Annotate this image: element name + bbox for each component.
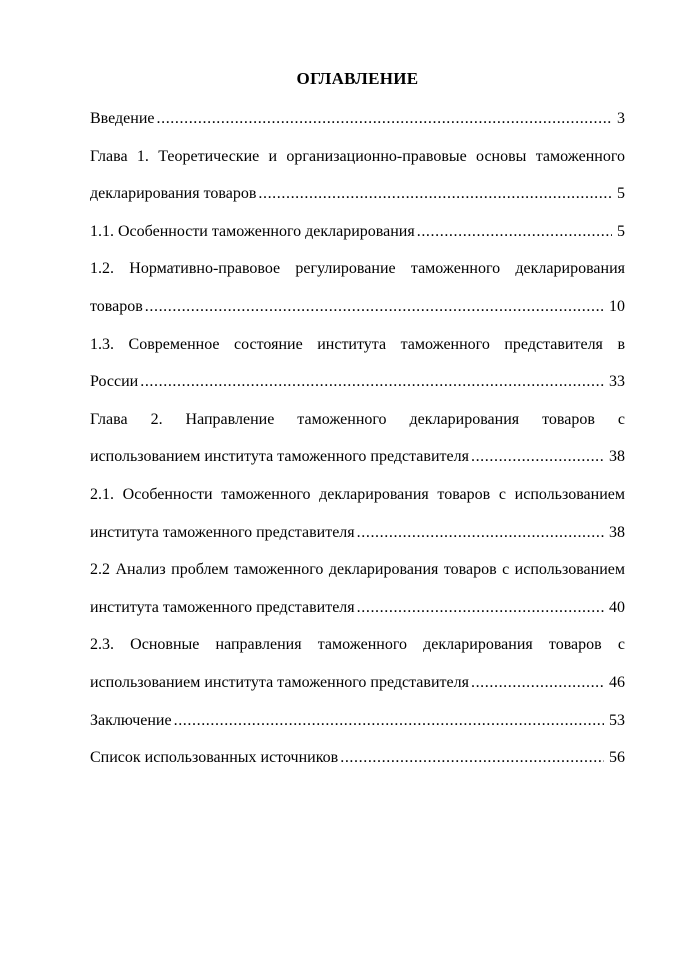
dot-leader [355, 589, 604, 627]
toc-page-number: 3 [617, 110, 625, 127]
toc-entry[interactable] [90, 326, 625, 401]
dot-leader [355, 514, 604, 552]
toc-entry-text: использованием института таможенного представителя [90, 448, 469, 466]
toc-entry-text: Глава 1. Теоретические и организационно-правовые основы таможенного [90, 147, 625, 165]
dot-leader [138, 363, 604, 401]
toc-entry-text: института таможенного представителя [90, 523, 355, 541]
toc-line [90, 702, 625, 740]
toc-entry[interactable] [90, 476, 625, 551]
toc-page-number: 56 [609, 749, 625, 767]
toc-line [90, 363, 625, 401]
dot-leader [338, 739, 604, 777]
toc-entry-text: 2.1. Особенности таможенного декларирования товаров с использованием [90, 485, 625, 503]
toc-entry-text: России [90, 373, 139, 391]
toc-line [90, 438, 625, 476]
toc-line [90, 664, 625, 702]
toc-entry[interactable] [90, 702, 625, 740]
toc-entry[interactable] [90, 739, 625, 777]
toc-entry-text: 1.2. Нормативно-правовое регулирование таможенного декларирования [90, 260, 625, 278]
toc-line [90, 514, 625, 552]
toc-page-number: 10 [609, 297, 625, 315]
dot-leader [415, 213, 612, 251]
toc-entry-text: товаров [90, 297, 143, 315]
toc-page-number: 38 [609, 523, 625, 541]
dot-leader [469, 664, 604, 702]
toc-page-number: 5 [617, 222, 625, 240]
toc-page-number: 53 [609, 711, 625, 729]
toc-title: ОГЛАВЛЕНИЕ [296, 69, 419, 88]
dot-leader [155, 100, 613, 138]
table-of-contents [90, 100, 625, 777]
toc-entry[interactable] [90, 626, 625, 701]
toc-entry[interactable] [90, 250, 625, 325]
toc-entry-text: декларирования товаров [90, 185, 257, 203]
toc-entry-text: 2.2 Анализ проблем таможенного декларирования товаров с использованием [90, 561, 625, 579]
toc-page-number: 38 [609, 448, 625, 466]
dot-leader [256, 175, 612, 213]
toc-line [90, 739, 625, 777]
toc-entry[interactable] [90, 100, 625, 138]
toc-entry[interactable] [90, 213, 625, 251]
toc-entry-text: Глава 2. Направление таможенного декларирования товаров с [90, 410, 625, 428]
toc-entry-text: 2.3. Основные направления таможенного декларирования товаров с [90, 636, 625, 654]
toc-entry-text: 1.3. Современное состояние института таможенного представителя в [90, 335, 625, 353]
toc-page-number: 5 [617, 185, 625, 203]
toc-page-number: 33 [609, 373, 625, 391]
toc-page-number: 46 [609, 673, 625, 691]
dot-leader [143, 288, 604, 326]
toc-entry-text: использованием института таможенного представителя [90, 673, 469, 691]
toc-line [90, 175, 625, 213]
toc-entry-text: 1.1. Особенности таможенного декларирования [90, 222, 415, 240]
dot-leader [172, 702, 604, 740]
dot-leader [469, 438, 604, 476]
toc-line [90, 213, 625, 251]
toc-entry-text: Заключение [90, 711, 172, 729]
toc-page-number: 40 [609, 598, 625, 616]
toc-entry-text: Список использованных источников [90, 749, 339, 767]
toc-entry[interactable] [90, 401, 625, 476]
toc-line [90, 100, 625, 138]
toc-entry[interactable] [90, 551, 625, 626]
toc-line [90, 589, 625, 627]
toc-entry-text: института таможенного представителя [90, 598, 355, 616]
toc-entry[interactable] [90, 138, 625, 213]
toc-line [90, 288, 625, 326]
toc-entry-text: Введение [90, 110, 155, 127]
